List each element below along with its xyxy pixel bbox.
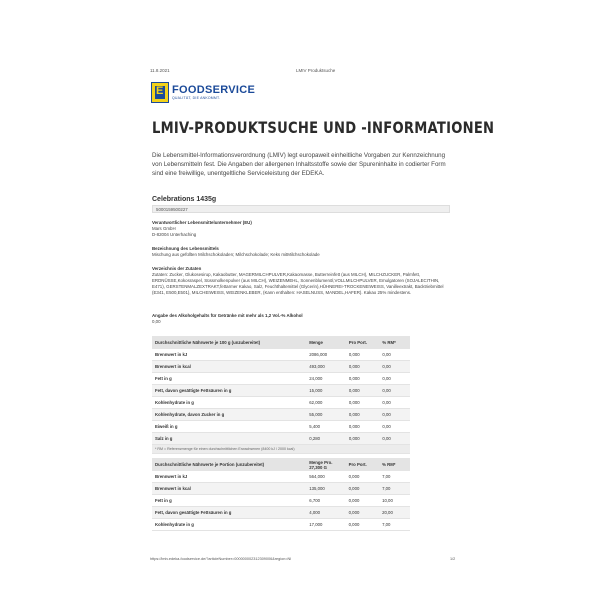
nutrient-name: Fett, davon gesättigte Fettsäuren in g <box>152 385 306 397</box>
nutrient-name: Brennwert in kJ <box>152 471 306 483</box>
print-title: LMIV Produktsuche <box>296 68 336 73</box>
edeka-foodservice-logo[interactable] <box>151 82 255 103</box>
rm-cell: 0,00 <box>379 361 410 373</box>
designation-section <box>152 246 452 258</box>
rm-cell: 0,00 <box>379 385 410 397</box>
table-row <box>152 471 410 483</box>
rm-cell: 7,00 <box>379 519 410 531</box>
nutrient-name: Fett, davon gesättigte Fettsäuren in g <box>152 507 306 519</box>
amount-cell: 493,000 <box>306 361 346 373</box>
column-header: Menge Pro. 27,300 G <box>306 458 345 471</box>
portion-cell: 0,000 <box>346 385 379 397</box>
portion-cell: 0,000 <box>346 409 379 421</box>
manufacturer-section <box>152 220 452 238</box>
alcohol-section <box>152 313 452 325</box>
column-header: Durchschnittliche Nährwerte je Portion (unzubereitet) <box>152 458 306 471</box>
page-number: 1/2 <box>450 557 456 561</box>
logo-tagline: QUALITÄT, DIE ANKOMMT. <box>172 96 221 100</box>
nutrient-name: Kohlenhydrate in g <box>152 397 306 409</box>
table-header-row <box>152 458 410 471</box>
product-name: Celebrations 1435g <box>152 196 217 203</box>
rm-cell: 0,00 <box>379 373 410 385</box>
manufacturer-label: Verantwortlicher Lebensmittelunternehmer (EU) <box>152 220 252 225</box>
amount-cell: 0,280 <box>306 433 346 445</box>
portion-cell: 0,000 <box>346 507 379 519</box>
amount-cell: 564,000 <box>306 471 345 483</box>
ingredients-label: Verzeichnis der Zutaten <box>152 266 202 271</box>
ingredients-text: Zutaten: Zucker, Glukosesirup, Kakaobutter, MAGERMILCHPULVER,Kakaomasse, Butterreinfett (aus MILCH), MILCHZUCKER, Palmfett, ERDNÜSSE,Kokosraspel, Süssmolkenpulver (aus MILCH), WEIZENMEHL, Sonnenblumenöl,VOLLMILCHPULVER, Emulgatoren (SOJALECITHIN, E471), GERSTENMALZEXTRAKT,fettarmer Kakao, Salz, Feuchthaltemittel (Glycerin),HÜHNEREI-TROCKENEIWEISS, Vanilleextrakt, Backtriebmittel (E341, E500,E501), MILCHEIWEISS, WEIZENKLEBER, (Kann enthalten: HASELNUSS, MANDEL,HAFER). Kakao 25% mindestens. <box>152 272 444 295</box>
nutrient-name: Brennwert in kJ <box>152 349 306 361</box>
table-row <box>152 483 410 495</box>
ingredients-section <box>152 266 452 296</box>
portion-cell: 0,000 <box>346 397 379 409</box>
alcohol-label: Angabe des Alkoholgehalts für Getränke mit mehr als 1,2 Vol.-% Alkohol <box>152 313 303 318</box>
portion-cell: 0,000 <box>346 349 379 361</box>
rm-cell: 10,00 <box>379 495 410 507</box>
nutrient-name: Kohlenhydrate, davon Zucker in g <box>152 409 306 421</box>
column-header: Durchschnittliche Nährwerte je 100 g (unzubereitet) <box>152 336 306 349</box>
portion-cell: 0,000 <box>346 471 379 483</box>
page-title: LMIV-PRODUKTSUCHE UND -INFORMATIONEN <box>152 118 495 137</box>
nutrition-table-portion <box>152 458 410 531</box>
print-date: 11.8.2021 <box>150 68 170 73</box>
table-row <box>152 433 410 445</box>
column-header: Pro Port. <box>346 336 379 349</box>
rm-cell: 0,00 <box>379 409 410 421</box>
nutrient-name: Fett in g <box>152 373 306 385</box>
manufacturer-address: D-82004 Unterhaching <box>152 232 197 237</box>
portion-cell: 0,000 <box>346 483 379 495</box>
table-header-row <box>152 336 410 349</box>
column-header: Pro Port. <box>346 458 379 471</box>
rm-footnote: * RM = Referenzmenge für einen durchschnittlichen Erwachsenen (8400 kJ / 2000 kcal) <box>152 445 410 454</box>
table-row <box>152 495 410 507</box>
table-row <box>152 373 410 385</box>
amount-cell: 17,000 <box>306 519 345 531</box>
nutrient-name: Fett in g <box>152 495 306 507</box>
portion-cell: 0,000 <box>346 361 379 373</box>
rm-cell: 20,00 <box>379 507 410 519</box>
amount-cell: 2086,000 <box>306 349 346 361</box>
column-header: Menge <box>306 336 346 349</box>
table-footnote-row <box>152 445 410 454</box>
table-row <box>152 409 410 421</box>
print-footer-url: https://lmiv.edeka-foodservice.de/?articleNumber=000000002312309006&region=NI <box>150 557 292 561</box>
nutrient-name: Eiweiß in g <box>152 421 306 433</box>
designation-text: Mischung aus gefüllten Milchschokoladen; Milchschokolade; Keks mitMilchschokolade <box>152 252 320 257</box>
rm-cell: 7,00 <box>379 483 410 495</box>
table-row <box>152 361 410 373</box>
table-row <box>152 519 410 531</box>
table-row <box>152 349 410 361</box>
amount-cell: 5,400 <box>306 421 346 433</box>
rm-cell: 0,00 <box>379 397 410 409</box>
nutrient-name: Salz in g <box>152 433 306 445</box>
portion-cell: 0,000 <box>346 373 379 385</box>
column-header: % RM* <box>379 458 410 471</box>
manufacturer-name: Mars GmbH <box>152 226 176 231</box>
ean-field: 5000159500227 <box>152 205 450 213</box>
nutrient-name: Kohlenhydrate in g <box>152 519 306 531</box>
rm-cell: 0,00 <box>379 349 410 361</box>
table-row <box>152 421 410 433</box>
alcohol-value: 0,00 <box>152 319 161 324</box>
amount-cell: 55,000 <box>306 409 346 421</box>
portion-cell: 0,000 <box>346 433 379 445</box>
designation-label: Bezeichnung des Lebensmittels <box>152 246 219 251</box>
nutrition-table-100g <box>152 336 410 454</box>
nutrient-name: Brennwert in kcal <box>152 361 306 373</box>
table-row <box>152 507 410 519</box>
portion-cell: 0,000 <box>346 519 379 531</box>
rm-cell: 0,00 <box>379 433 410 445</box>
portion-cell: 0,000 <box>346 495 379 507</box>
column-header: % RM* <box>379 336 410 349</box>
rm-cell: 0,00 <box>379 421 410 433</box>
rm-cell: 7,00 <box>379 471 410 483</box>
logo-brand: FOODSERVICE <box>172 84 256 96</box>
table-row <box>152 397 410 409</box>
amount-cell: 4,000 <box>306 507 345 519</box>
portion-cell: 0,000 <box>346 421 379 433</box>
edeka-e-icon: E <box>151 82 169 103</box>
intro-text: Die Lebensmittel-Informationsverordnung (LMIV) legt europaweit einheitliche Vorgaben zur Kennzeichnung von Lebensmitteln fest. Die Angaben der allergenen Inhaltsstoffe sowie der Spureninhalte in codierter Form sind eine freiwillige, unentgeltliche Serviceleistung der EDEKA. <box>152 152 446 177</box>
amount-cell: 15,000 <box>306 385 346 397</box>
amount-cell: 62,000 <box>306 397 346 409</box>
amount-cell: 6,700 <box>306 495 345 507</box>
table-row <box>152 385 410 397</box>
amount-cell: 135,000 <box>306 483 345 495</box>
nutrient-name: Brennwert in kcal <box>152 483 306 495</box>
amount-cell: 24,000 <box>306 373 346 385</box>
